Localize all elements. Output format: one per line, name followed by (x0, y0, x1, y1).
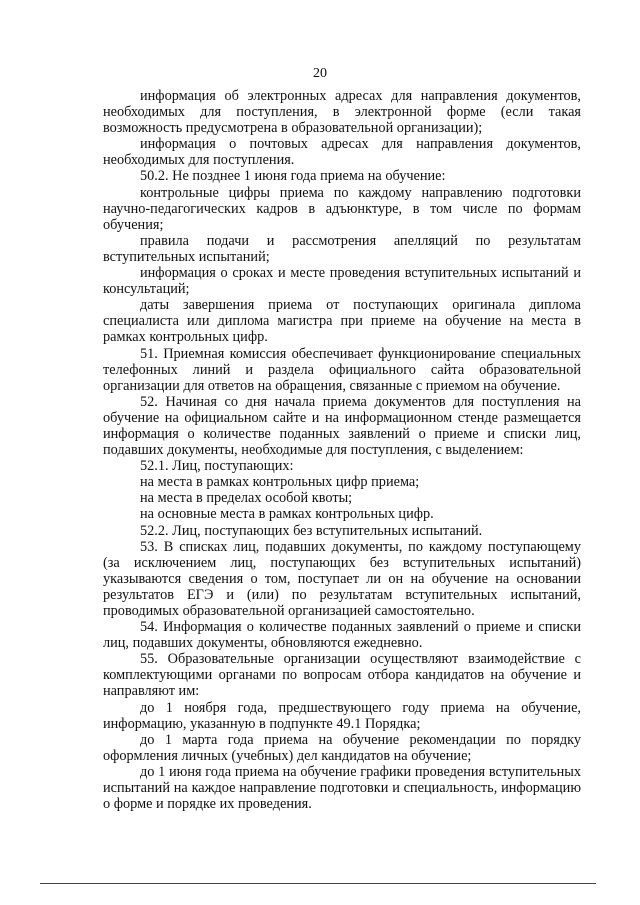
paragraph: информация о сроках и месте проведения вступительных испытаний и консультаций; (103, 265, 581, 298)
paragraph: 53. В списках лиц, подавших документы, по каждому поступающему (за исключением лиц, поступающих без вступительных испытаний) указываются сведения о том, поступает ли он на обучение на основании результатов ЕГЭ и (или) по результатам вступительных испытаний, проводимых образовательной организацией самостоятельно. (103, 538, 581, 619)
paragraph: правила подачи и рассмотрения апелляций по результатам вступительных испытаний; (103, 232, 581, 265)
paragraph: до 1 июня года приема на обучение графики проведения вступительных испытаний на каждое направление подготовки и специальность, информацию о форме и порядке их проведения. (103, 763, 581, 813)
paragraph: 52. Начиная со дня начала приема документов для поступления на обучение на официальном сайте и на информационном стенде размещается информация о количестве поданных заявлений о приеме и списки лиц, подавших документы, необходимые для поступления, с выделением: (103, 393, 581, 459)
page-bottom-divider (40, 883, 596, 884)
paragraph: 52.2. Лиц, поступающих без вступительных испытаний. (140, 522, 483, 539)
document-body (103, 88, 581, 812)
paragraph: до 1 марта года приема на обучение рекомендации по порядку оформления личных (учебных) дел кандидатов на обучение; (103, 731, 581, 764)
paragraph: 54. Информация о количестве поданных заявлений о приеме и списки лиц, подавших документы, обновляются ежедневно. (103, 619, 581, 652)
paragraph: информация о почтовых адресах для направления документов, необходимых для поступления. (103, 136, 581, 169)
paragraph: на основные места в рамках контрольных цифр. (140, 506, 434, 523)
paragraph: на места в рамках контрольных цифр приема; (140, 474, 420, 491)
paragraph: на места в пределах особой квоты; (140, 490, 353, 507)
paragraph: контрольные цифры приема по каждому направлению подготовки научно-педагогических кадров в адъюнктуре, в том числе по формам обучения; (103, 184, 581, 233)
paragraph: информация об электронных адресах для направления документов, необходимых для поступления, в электронной форме (если такая возможность предусмотрена в образовательной организации); (103, 88, 581, 137)
page-number: 20 (313, 66, 327, 81)
paragraph: 50.2. Не позднее 1 июня года приема на обучение: (140, 168, 446, 185)
paragraph: даты завершения приема от поступающих оригинала диплома специалиста или диплома магистра при приеме на обучение на места в рамках контрольных цифр. (103, 297, 581, 346)
paragraph: 52.1. Лиц, поступающих: (140, 458, 294, 475)
paragraph: 55. Образовательные организации осуществляют взаимодействие с комплектующими органами по вопросам отбора кандидатов на обучение и направляют им: (103, 651, 581, 700)
paragraph: 51. Приемная комиссия обеспечивает функционирование специальных телефонных линий и раздела официального сайта образовательной организации для ответов на обращения, связанные с приемом на обучение. (103, 345, 581, 394)
paragraph: до 1 ноября года, предшествующего году приема на обучение, информацию, указанную в подпункте 49.1 Порядка; (103, 699, 581, 732)
